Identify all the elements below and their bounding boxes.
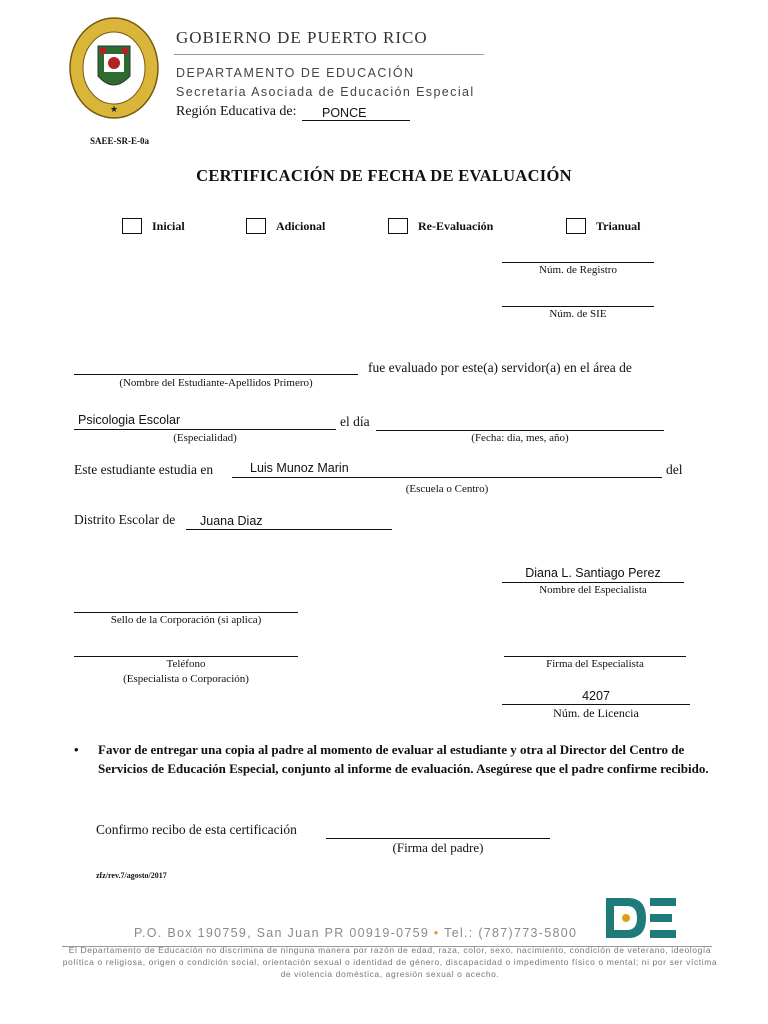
footer-phone: Tel.: (787)773-5800 [444, 926, 578, 940]
secretaria-name: Secretaria Asociada de Educación Especial [176, 85, 475, 99]
specialty-field[interactable]: Psicologia Escolar [74, 413, 336, 430]
checkbox-box[interactable] [388, 218, 408, 234]
corporation-seal-label: Sello de la Corporación (si aplica) [110, 614, 262, 626]
region-value[interactable]: PONCE [302, 106, 410, 121]
revision-code: zfz/rev.7/agosto/2017 [96, 871, 167, 880]
sie-field[interactable] [502, 292, 654, 307]
de-logo-icon [602, 894, 678, 942]
confirm-text: Confirmo recibo de esta certificación [96, 822, 297, 837]
government-title: GOBIERNO DE PUERTO RICO [176, 28, 428, 47]
footer-disclaimer: El Departamento de Educación no discrimina de ninguna manera por razón de edad, raza, color, sexo, nacimiento, condición de veterano, ideología política o religiosa, origen o condición social, orientación sexual o identidad de género, discapacidad o impedimento físico o mental; ni por ser víctima de violencia doméstica, agresión sexual o acecho. [62, 945, 718, 979]
region-label: Región Educativa de: [176, 104, 297, 119]
checkbox-inicial[interactable] [122, 218, 185, 234]
phone-sub-label: (Especialista o Corporación) [123, 673, 249, 685]
specialist-signature-label: Firma del Especialista [546, 658, 644, 670]
instructions-text: Favor de entregar una copia al padre al momento de evaluar al estudiante y otra al Director del Centro de Servicios de Educación Especial, conjunto al informe de evaluación. Asegúrese que el padre confirme recibido. [98, 742, 709, 776]
day-text: el día [340, 414, 370, 429]
footer-contact [134, 926, 577, 940]
license-label: Núm. de Licencia [553, 706, 639, 720]
date-field[interactable] [376, 414, 664, 431]
date-label: (Fecha: día, mes, año) [471, 432, 569, 444]
sie-label: Núm. de SIE [549, 308, 607, 320]
school-field[interactable]: Luis Munoz Marin [232, 461, 662, 478]
registro-field[interactable] [502, 248, 654, 263]
checkbox-re-evaluacion[interactable] [388, 218, 493, 234]
parent-signature-label: (Firma del padre) [392, 840, 484, 855]
checkbox-label: Re-Evaluación [418, 218, 494, 233]
del-text: del [666, 462, 683, 477]
header-divider [174, 54, 484, 55]
district-field[interactable]: Juana Diaz [186, 514, 392, 530]
puerto-rico-seal-icon [68, 16, 160, 120]
parent-signature-field[interactable] [326, 824, 550, 839]
checkbox-box[interactable] [566, 218, 586, 234]
license-field[interactable]: 4207 [502, 689, 690, 705]
district-text: Distrito Escolar de [74, 512, 176, 527]
phone-label: Teléfono [166, 658, 206, 670]
form-code: SAEE-SR-E-0a [90, 136, 150, 146]
corporation-seal-field[interactable] [74, 598, 298, 613]
checkbox-trianual[interactable] [566, 218, 640, 234]
specialist-signature-field[interactable] [504, 642, 686, 657]
footer-separator: • [433, 926, 440, 940]
checkbox-label: Inicial [152, 218, 185, 233]
bullet-icon: • [74, 742, 79, 757]
specialist-name-label: Nombre del Especialista [539, 584, 647, 596]
checkbox-label: Trianual [596, 218, 641, 233]
footer-address: P.O. Box 190759, San Juan PR 00919-0759 [134, 926, 430, 940]
svg-text:★: ★ [109, 104, 119, 114]
student-name-label: (Nombre del Estudiante-Apellidos Primero) [119, 377, 313, 389]
specialty-label: (Especialidad) [173, 432, 237, 444]
checkbox-box[interactable] [246, 218, 266, 234]
studies-text: Este estudiante estudia en [74, 462, 214, 477]
school-label: (Escuela o Centro) [405, 483, 489, 495]
registro-label: Núm. de Registro [539, 264, 617, 276]
phone-field[interactable] [74, 642, 298, 657]
checkbox-box[interactable] [122, 218, 142, 234]
instructions-note [74, 740, 724, 778]
student-name-field[interactable] [74, 360, 358, 375]
document-title: CERTIFICACIÓN DE FECHA DE EVALUACIÓN [196, 166, 572, 185]
checkbox-label: Adicional [276, 218, 326, 233]
specialist-name-field[interactable]: Diana L. Santiago Perez [502, 566, 684, 583]
checkbox-adicional[interactable] [246, 218, 325, 234]
department-name: DEPARTAMENTO DE EDUCACIÓN [176, 66, 415, 80]
evaluated-text: fue evaluado por este(a) servidor(a) en el área de [368, 360, 632, 375]
